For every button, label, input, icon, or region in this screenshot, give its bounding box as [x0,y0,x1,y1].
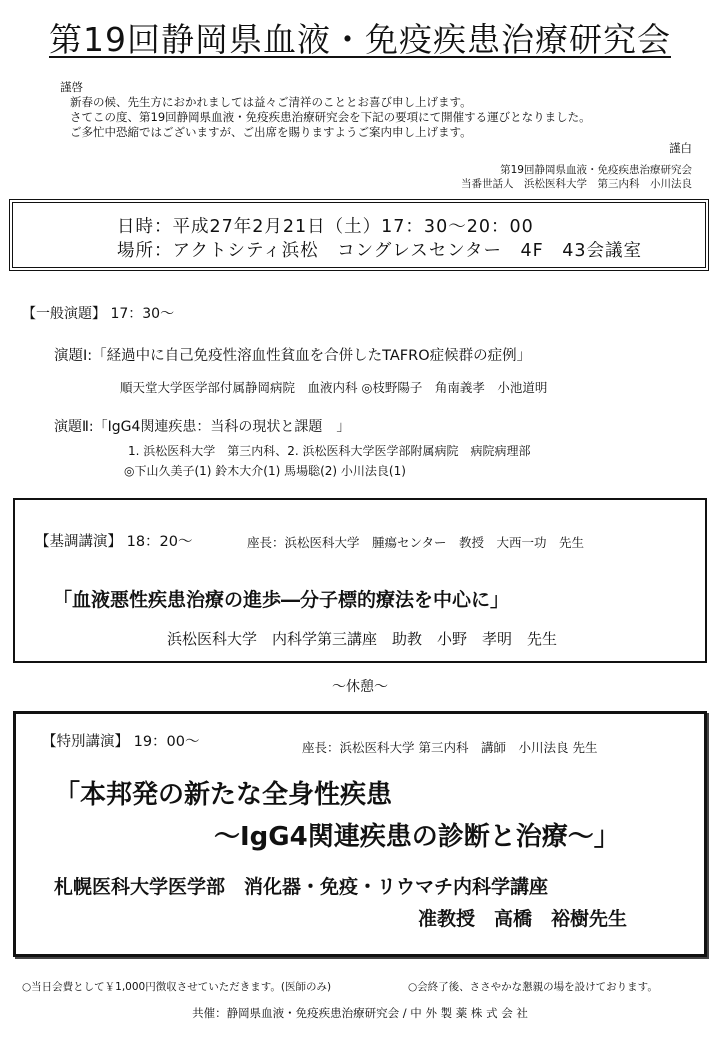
keynote-speaker: 浜松医科大学 内科学第三講座 助教 小野 孝明 先生 [167,630,558,648]
special-lecture-box [13,711,707,957]
break-label: ～休憩～ [332,679,388,695]
greeting-line-1: 新春の候、先生方におかれましては益々ご清祥のこととお喜び申し上げます。 [70,95,472,109]
keynote-chair: 座長：浜松医科大学 腫瘍センター 教授 大西一功 先生 [247,535,585,550]
keynote-box [13,498,707,663]
keynote-header: 【基調講演】 18：20～ [35,534,193,550]
talk1-title: 演題Ⅰ:「経過中に自己免疫性溶血性貧血を合併したTAFRO症候群の症例」 [54,348,532,364]
footer-sponsor: 共催：静岡県血液・免疫疾患治療研究会 / 中 外 製 薬 株 式 会 社 [192,1006,528,1020]
special-speaker-name: 准教授 高橋 裕樹先生 [418,908,628,930]
talk2-title: 演題Ⅱ:「IgG4関連疾患：当科の現状と課題 」 [54,419,351,435]
special-chair: 座長：浜松医科大学 第三内科 講師 小川法良 先生 [302,740,598,755]
event-venue: 場所：アクトシティ浜松 コングレスセンター 4F 43会議室 [117,241,642,261]
talk2-affiliations: 1. 浜松医科大学 第三内科、2. 浜松医科大学医学部附属病院 病院病理部 [128,444,531,458]
talk1-authors: 順天堂大学医学部付属静岡病院 血液内科 ◎枝野陽子 角南義孝 小池道明 [120,380,548,395]
greeting-line-2: さてこの度、第19回静岡県血液・免疫疾患治療研究会を下記の要項にて開催する運びとなりました。 [70,110,591,124]
special-header: 【特別講演】 19：00～ [42,734,200,750]
special-title-line2: ～IgG4関連疾患の診断と治療～」 [214,822,620,852]
host-name: 当番世話人 浜松医科大学 第三内科 小川法良 [461,178,692,190]
keynote-title: 「血液悪性疾患治療の進歩―分子標的療法を中心に」 [53,589,510,611]
special-speaker-affiliation: 札幌医科大学医学部 消化器・免疫・リウマチ内科学講座 [54,876,549,898]
talk2-authors: ◎下山久美子(1) 鈴木大介(1) 馬場聡(2) 小川法良(1) [124,464,406,478]
organizer-name: 第19回静岡県血液・免疫疾患治療研究会 [500,164,692,176]
footer-fee-note: ○当日会費として￥1,000円徴収させていただきます。(医師のみ) [22,981,332,993]
page-title [0,14,720,61]
greeting-opening: 謹啓 [60,80,83,94]
general-header: 【一般演題】 17：30～ [22,306,175,322]
event-datetime: 日時：平成27年2月21日（土）17：30～20：00 [117,217,534,237]
page-title-text: 第19回静岡県血液・免疫疾患治療研究会 [49,20,671,59]
footer-party-note: ○会終了後、ささやかな懇親の場を設けております。 [408,981,658,993]
greeting-closing: 謹白 [669,141,692,155]
event-info-box [12,202,706,268]
greeting-line-3: ご多忙中恐縮ではございますが、ご出席を賜りますようご案内申し上げます。 [70,125,472,139]
special-title-line1: 「本邦発の新たな全身性疾患 [54,780,393,810]
